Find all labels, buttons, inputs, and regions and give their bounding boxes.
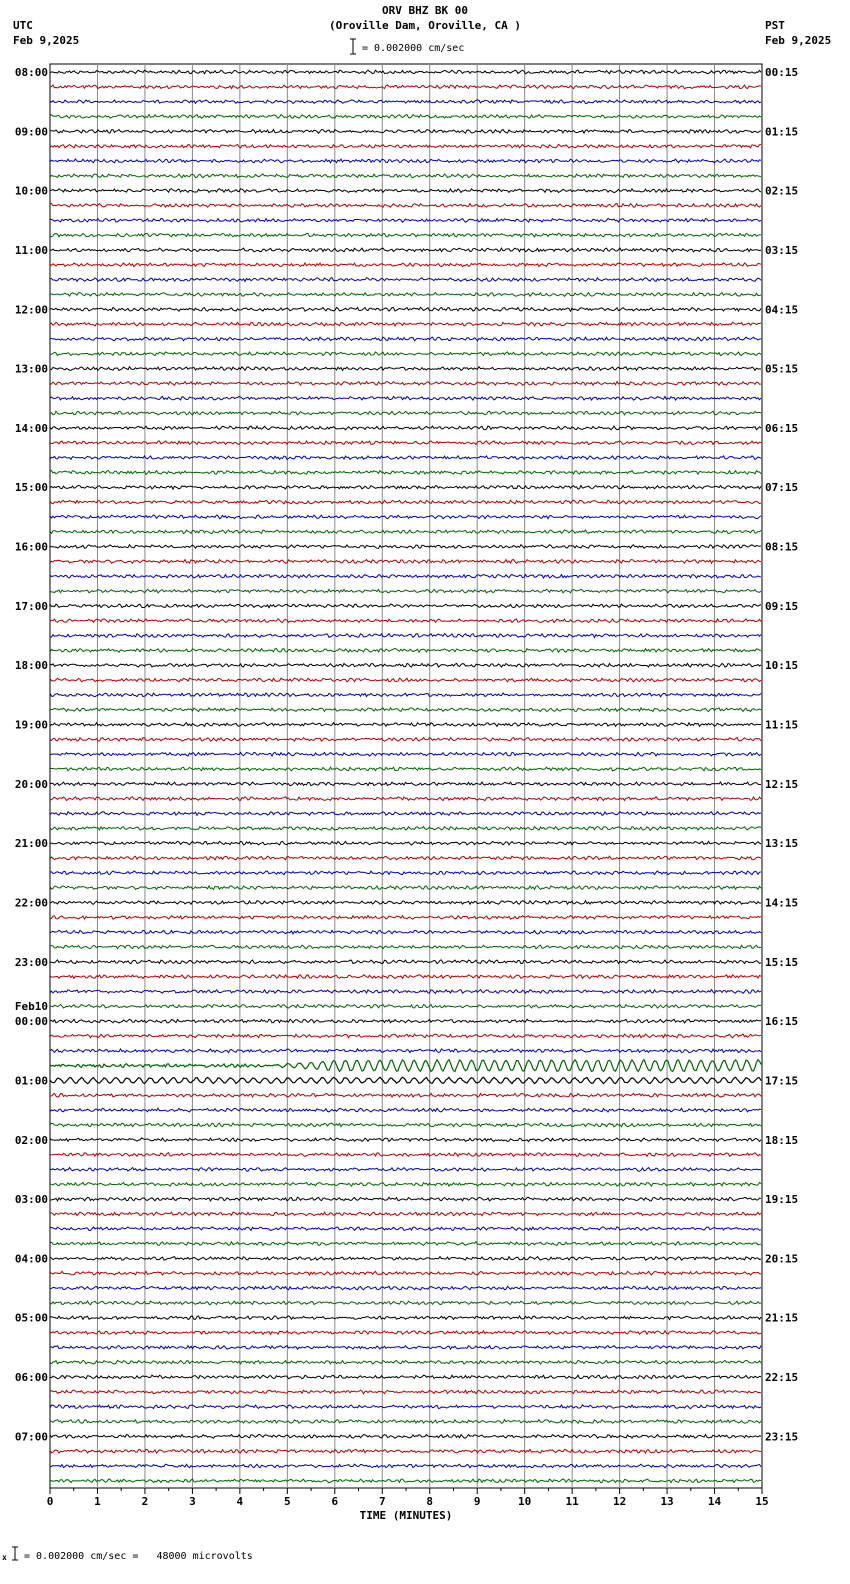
seismic-trace: [50, 649, 761, 653]
utc-hour-label: 07:00: [14, 1430, 48, 1444]
seismic-trace: [50, 1004, 761, 1008]
seismic-trace: [50, 500, 761, 504]
pst-hour-label: 04:15: [765, 303, 799, 317]
seismic-trace: [50, 1153, 761, 1157]
seismic-trace: [50, 1227, 761, 1231]
pst-hour-label: 11:15: [765, 718, 799, 732]
seismic-trace: [50, 1093, 761, 1097]
seismic-trace: [50, 485, 761, 489]
plot-frame: [50, 64, 762, 1488]
seismic-trace: [50, 767, 761, 771]
right-timezone: PST: [765, 19, 785, 32]
seismic-trace: [50, 1168, 761, 1172]
utc-hour-label: 01:00: [14, 1074, 48, 1088]
utc-hour-label: 08:00: [14, 66, 48, 79]
seismic-trace: [50, 589, 761, 593]
utc-hour-label: 10:00: [14, 184, 48, 198]
seismic-trace: [50, 1464, 761, 1468]
seismic-trace: [50, 263, 761, 267]
x-tick-label: 3: [189, 1495, 196, 1508]
utc-hour-label: 11:00: [14, 243, 48, 257]
seismic-trace: [50, 678, 761, 682]
pst-hour-label: 15:15: [765, 955, 799, 969]
seismic-trace: [50, 396, 761, 400]
seismic-trace: [50, 204, 761, 208]
pst-hour-label: 08:15: [765, 540, 799, 554]
seismic-trace: [50, 574, 761, 578]
seismic-trace: [50, 1257, 761, 1261]
seismic-trace: [50, 293, 761, 297]
x-axis-label: TIME (MINUTES): [359, 1509, 453, 1522]
seismic-trace: [50, 130, 761, 134]
utc-hour-label: 02:00: [14, 1133, 48, 1147]
x-tick-label: 15: [755, 1495, 769, 1508]
seismic-trace: [50, 545, 761, 549]
seismic-trace: [50, 1405, 761, 1409]
seismic-trace: [50, 337, 761, 341]
seismic-trace: [50, 515, 761, 519]
seismic-trace: [50, 1242, 761, 1246]
seismic-trace: [50, 604, 761, 608]
station-title: ORV BHZ BK 00: [381, 4, 469, 17]
seismic-trace: [50, 1390, 761, 1394]
utc-hour-label: 03:00: [14, 1193, 48, 1207]
seismic-trace: [50, 159, 761, 163]
x-tick-label: 12: [612, 1495, 627, 1508]
utc-hour-label: 22:00: [14, 896, 48, 910]
seismic-trace: [50, 1197, 761, 1201]
utc-hour-label: 21:00: [14, 837, 48, 851]
pst-hour-label: 18:15: [765, 1133, 799, 1147]
pst-hour-label: 01:15: [765, 125, 799, 139]
seismic-trace: [50, 723, 761, 727]
seismic-trace: [50, 634, 761, 638]
pst-hour-label: 20:15: [765, 1252, 799, 1266]
utc-hour-label: 16:00: [14, 540, 48, 554]
seismic-trace: [50, 411, 761, 415]
utc-hour-label: 00:00: [14, 1015, 48, 1029]
x-tick-label: 4: [236, 1495, 244, 1508]
seismic-trace: [50, 322, 761, 326]
footer-mark: x: [2, 1553, 7, 1562]
seismic-trace: [50, 812, 761, 816]
utc-hour-label: 23:00: [14, 955, 48, 969]
x-tick-label: 14: [707, 1495, 722, 1508]
utc-hour-label: 05:00: [14, 1311, 48, 1325]
seismic-trace: [50, 856, 761, 860]
seismic-trace: [50, 1034, 761, 1038]
scale-label: = 0.002000 cm/sec: [362, 43, 465, 54]
seismic-trace: [50, 841, 761, 845]
utc-hour-label: 15:00: [14, 481, 48, 495]
seismic-trace: [50, 1360, 761, 1364]
seismic-trace: [50, 797, 761, 801]
seismic-trace: [50, 1420, 761, 1424]
seismic-trace: [50, 1286, 761, 1290]
pst-hour-label: 21:15: [765, 1311, 799, 1325]
seismic-trace: [50, 471, 761, 475]
seismic-trace: [50, 1375, 761, 1379]
seismic-trace: [50, 1212, 761, 1216]
x-tick-label: 8: [426, 1495, 434, 1508]
seismic-trace: [50, 530, 761, 534]
seismic-trace: [50, 1123, 761, 1127]
x-tick-label: 11: [565, 1495, 579, 1508]
left-timezone: UTC: [13, 19, 33, 32]
utc-hour-label: 04:00: [14, 1252, 48, 1266]
seismic-trace: [50, 1434, 761, 1438]
utc-hour-label: 13:00: [14, 362, 48, 376]
utc-hour-label: 19:00: [14, 718, 48, 732]
seismic-trace: [50, 1331, 761, 1335]
seismic-trace: [50, 456, 761, 460]
utc-hour-label: 12:00: [14, 303, 48, 317]
seismic-trace: [50, 782, 761, 786]
seismic-trace: [50, 737, 761, 741]
seismic-trace: [50, 278, 761, 282]
seismic-trace: [50, 174, 761, 178]
utc-hour-label: 09:00: [14, 125, 48, 139]
pst-hour-label: 09:15: [765, 599, 799, 613]
seismic-trace: [50, 1060, 761, 1072]
x-tick-label: 0: [46, 1495, 54, 1508]
seismic-trace: [50, 1449, 761, 1453]
pst-hour-label: 16:15: [765, 1015, 799, 1029]
seismic-trace: [50, 1271, 761, 1275]
seismic-trace: [50, 901, 761, 905]
seismic-trace: [50, 1108, 761, 1112]
utc-hour-label: 06:00: [14, 1371, 48, 1385]
seismic-trace: [50, 1019, 761, 1023]
pst-hour-label: 12:15: [765, 777, 799, 791]
x-tick-label: 1: [94, 1495, 101, 1508]
seismic-trace: [50, 708, 761, 712]
pst-hour-label: 22:15: [765, 1371, 799, 1385]
seismic-trace: [50, 975, 761, 979]
pst-hour-label: 23:15: [765, 1430, 799, 1444]
seismic-trace: [50, 1077, 761, 1083]
seismic-trace: [50, 945, 761, 949]
left-date: Feb 9,2025: [13, 34, 80, 47]
pst-hour-label: 02:15: [765, 184, 799, 198]
utc-hour-label: 18:00: [14, 659, 48, 673]
seismic-trace: [50, 233, 761, 237]
pst-hour-label: 13:15: [765, 837, 799, 851]
pst-hour-label: 10:15: [765, 659, 799, 673]
pst-hour-label: 03:15: [765, 243, 799, 257]
seismic-trace: [50, 827, 761, 831]
seismic-trace: [50, 1049, 761, 1053]
pst-hour-label: 06:15: [765, 421, 799, 435]
seismic-trace: [50, 560, 761, 564]
pst-hour-label: 17:15: [765, 1074, 799, 1088]
seismic-trace: [50, 1479, 761, 1483]
pst-hour-label: 00:15: [765, 66, 799, 79]
seismic-trace: [50, 1346, 761, 1350]
seismic-trace: [50, 1316, 761, 1320]
seismic-trace: [50, 426, 761, 430]
footer-scale-bar-icon: [11, 1546, 19, 1562]
seismic-trace: [50, 915, 761, 919]
seismic-trace: [50, 352, 761, 356]
seismic-trace: [50, 871, 761, 875]
seismic-trace: [50, 367, 761, 371]
seismic-trace: [50, 1301, 761, 1305]
seismic-trace: [50, 930, 761, 934]
seismic-trace: [50, 382, 761, 386]
seismic-trace: [50, 70, 761, 74]
x-tick-label: 5: [284, 1495, 291, 1508]
seismic-trace: [50, 1138, 761, 1142]
seismic-trace: [50, 441, 761, 445]
seismic-trace: [50, 960, 761, 964]
footer-scale-note: = 0.002000 cm/sec = 48000 microvolts: [24, 1551, 253, 1562]
pst-hour-label: 05:15: [765, 362, 799, 376]
x-tick-label: 6: [331, 1495, 339, 1508]
seismic-trace: [50, 219, 761, 223]
utc-hour-label: 20:00: [14, 777, 48, 791]
seismic-trace: [50, 307, 761, 311]
pst-hour-label: 07:15: [765, 481, 799, 495]
pst-hour-label: 14:15: [765, 896, 799, 910]
seismic-trace: [50, 248, 761, 252]
seismic-trace: [50, 1182, 761, 1186]
x-tick-label: 2: [141, 1495, 149, 1508]
pst-hour-label: 19:15: [765, 1193, 799, 1207]
seismic-trace: [50, 100, 761, 104]
date-change-label: Feb10: [14, 1000, 48, 1014]
x-tick-label: 7: [378, 1495, 386, 1508]
utc-hour-label: 17:00: [14, 599, 48, 613]
seismic-trace: [50, 886, 761, 890]
seismic-trace: [50, 115, 761, 119]
seismic-trace: [50, 663, 761, 667]
seismic-trace: [50, 189, 761, 193]
seismic-trace: [50, 752, 761, 756]
seismic-trace: [50, 85, 761, 89]
seismic-trace: [50, 693, 761, 697]
right-date: Feb 9,2025: [765, 34, 832, 47]
utc-hour-label: 14:00: [14, 421, 48, 435]
seismic-trace: [50, 144, 761, 148]
x-tick-label: 10: [518, 1495, 532, 1508]
x-tick-label: 13: [660, 1495, 674, 1508]
seismic-trace: [50, 990, 761, 994]
location-subtitle: (Oroville Dam, Oroville, CA ): [328, 19, 522, 32]
seismic-trace: [50, 619, 761, 623]
x-tick-label: 9: [473, 1495, 481, 1508]
